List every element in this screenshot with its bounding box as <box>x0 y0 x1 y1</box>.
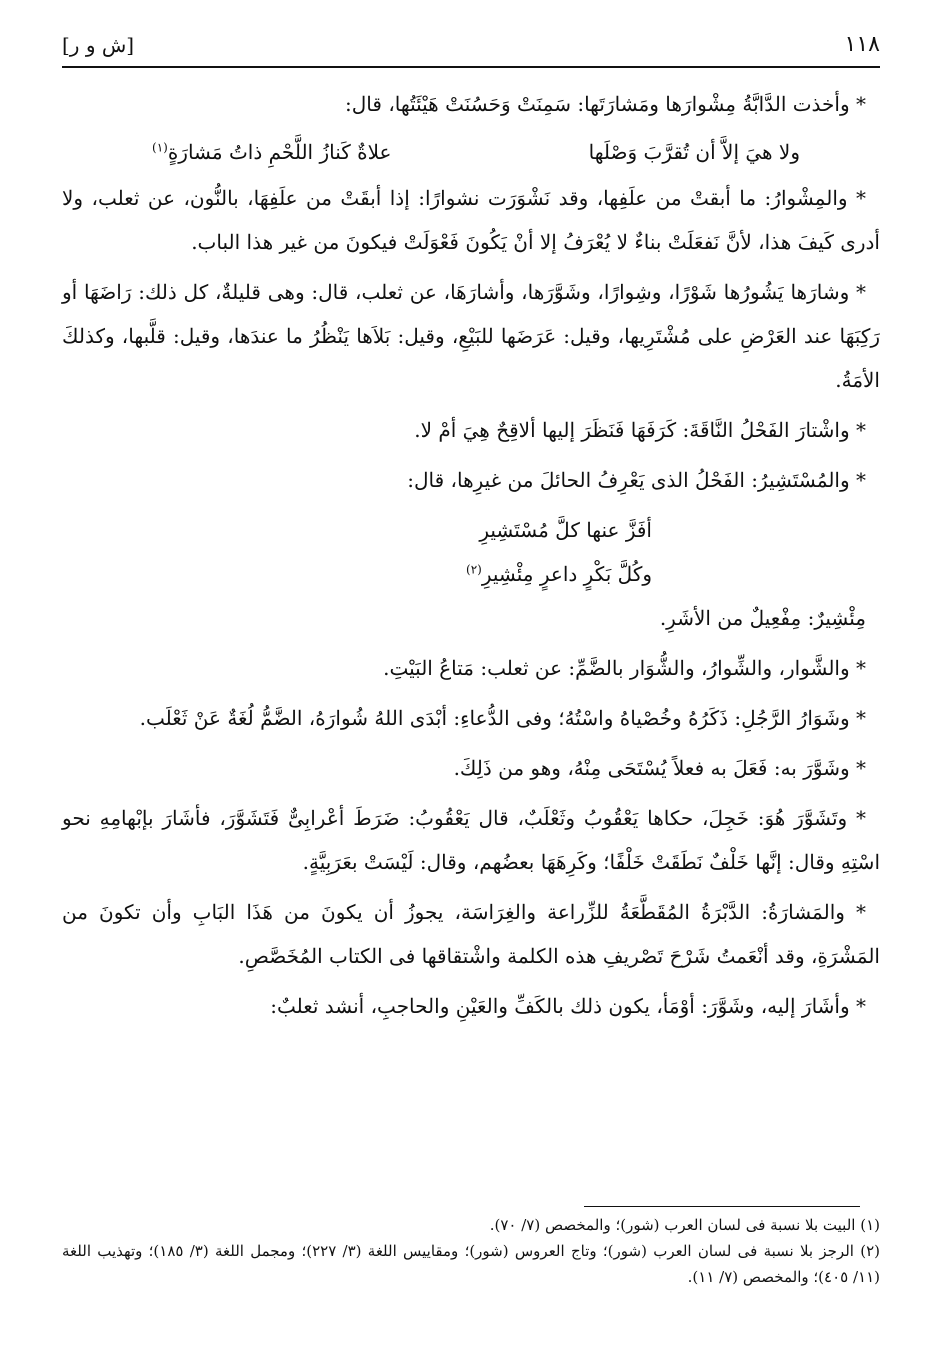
page-number: ١١٨ <box>844 32 880 57</box>
paragraph-tashawwara: * وتَشَوَّرَ هُوَ: خَجِلَ، حكاها يَعْقُوبُ وثَعْلَبٌ، قال يَعْقُوبُ: ضَرَطَ أعْرابِىٌّ فَتَشَوَّرَ، فأشَارَ بإبْهامِهِ نحو اسْتِهِ وقال: إنَّها خَلْفٌ نَطَقَتْ خَلْفًا؛ وكَرِهَهَا بعضُهم، وقال: لَيْسَتْ بعَرَبِيَّةٍ. <box>62 806 880 874</box>
rajaz-line-1: أفَزَّ عنها كلَّ مُسْتَشِيرِ <box>479 518 652 542</box>
rajaz-line-2: وكُلَّ بَكْرٍ داعرٍ مِئْشِيرِ <box>481 562 652 586</box>
paragraph-mishwar-dabba: * وأخذت الدَّابَّةُ مِشْوارَها ومَشارَتَها: سَمِنَتْ وَحَسُنَتْ هَيْئَتُها، قال: <box>345 92 866 116</box>
paragraph-mustashir: * والمُسْتَشِيرُ: الفَحْلُ الذى يَعْرِفُ الحائلَ من غيرِها، قال: <box>407 468 866 492</box>
footnote-mark-1[interactable]: (١) <box>152 140 168 155</box>
footnote-rule <box>584 1206 860 1207</box>
paragraph-mishwar: * والمِشْوارُ: ما أبقتْ من علَفِها، وقد نَشْوَرَت نشوارًا: إذا أبقَتْ من علَفِهَا، بالنُّون، عن ثعلب، ولا أدرى كَيفَ هذا، لأنَّ نَفعَلَتْ بناءٌ لا يُعْرَفُ إلا أنْ يَكُونَ فَعْوَلَتْ فيكونَ من غير هذا الباب. <box>62 186 880 254</box>
paragraph-ishtar: * واشْتارَ الفَحْلُ النَّاقَةَ: كَرَفَهَا فَنَظَرَ إليها ألاقِحٌ هِيَ أمْ لا. <box>414 418 866 442</box>
poetry-verse <box>62 132 880 172</box>
verse-first-hemistich-wrap <box>152 132 391 172</box>
verse-first-hemistich: علاةٌ كَنازُ اللَّحْمِ ذاتُ مَشارَةٍ <box>167 140 392 164</box>
rajaz-line-2-wrap <box>62 552 652 596</box>
paragraph-sharaha: * وشارَها يَشُورُها شَوْرًا، وشِوارًا، وشَوَّرَها، وأشارَهَا، عن ثعلب، قال: وهى قليلةٌ، كل ذلك: رَاضَهَا أو رَكِبَهَا عند العَرْضِ على مُشْتَرِيها، وقيل: عَرَضَها للبَيْعِ، وقيل: بَلاَها يَنْظُرُ ما عندَها، وقيل: قلَّبها، وكذلكَ الأمَةُ. <box>62 280 880 392</box>
paragraph-ashara: * وأشَارَ إليه، وشَوَّرَ: أوْمَأ، يكون ذلك بالكَفِّ والعَيْنِ والحاجبِ، أنشد ثعلبٌ: <box>270 994 866 1018</box>
paragraph-mashara: * والمَشارَةُ: الدَّبْرَةُ المُقَطَّعَةُ للزِّراعة والغِرَاسَة، يجوزُ أن يكونَ من هَذَا البَابِ وأن تكونَ من المَشْرَةِ، وقد أنْعَمتُ شَرْحَ تَصْريفِ هذه الكلمة واشْتقاقها فى الكتاب المُخَصَّصِ. <box>62 900 880 968</box>
footnote-1: (١) البيت بلا نسبة فى لسان العرب (شور)؛ والمخصص (٧/ ٧٠). <box>489 1216 880 1234</box>
footnotes <box>62 1212 880 1290</box>
paragraph-shawar-rajul: * وشَوَارُ الرَّجُلِ: ذَكَرُهُ وخُصْياهُ واسْتُهُ؛ وفى الدُّعاءِ: أبْدَى اللهُ شُوارَهُ، الضَّمُّ لُغَةٌ عَنْ ثَعْلَب. <box>139 706 866 730</box>
root-letters-heading: [ش و ر] <box>62 33 135 57</box>
footnote-mark-2[interactable]: (٢) <box>466 562 482 577</box>
header-rule <box>62 66 880 68</box>
paragraph-shawar: * والشَّوار، والشِّوارُ، والشُّوَار بالضَّمِّ: عن ثعلب: مَتاعُ البَيْتِ. <box>383 656 866 680</box>
paragraph-mishir: مِئْشِيرٌ: مِفْعِيلٌ من الأشَرِ. <box>659 606 866 630</box>
rajaz-verse <box>62 508 880 596</box>
page-header <box>62 30 880 64</box>
footnote-2: (٢) الرجز بلا نسبة فى لسان العرب (شور)؛ وتاج العروس (شور)؛ ومقاييس اللغة (٣/ ٢٢٧)؛ ومجمل اللغة (٣/ ١٨٥)؛ وتهذيب اللغة (١١/ ٤٠٥)؛ والمخصص (٧/ ١١). <box>62 1242 880 1286</box>
verse-second-hemistich: ولا هيَ إلاَّ أن تُقرَّبَ وَصْلَها <box>588 140 800 164</box>
main-text <box>62 82 880 1034</box>
paragraph-shawwara-bihi: * وشَوَّرَ به: فَعَلَ به فعلاً يُسْتَحَى مِنْهُ، وهو من ذَلِكَ. <box>453 756 866 780</box>
